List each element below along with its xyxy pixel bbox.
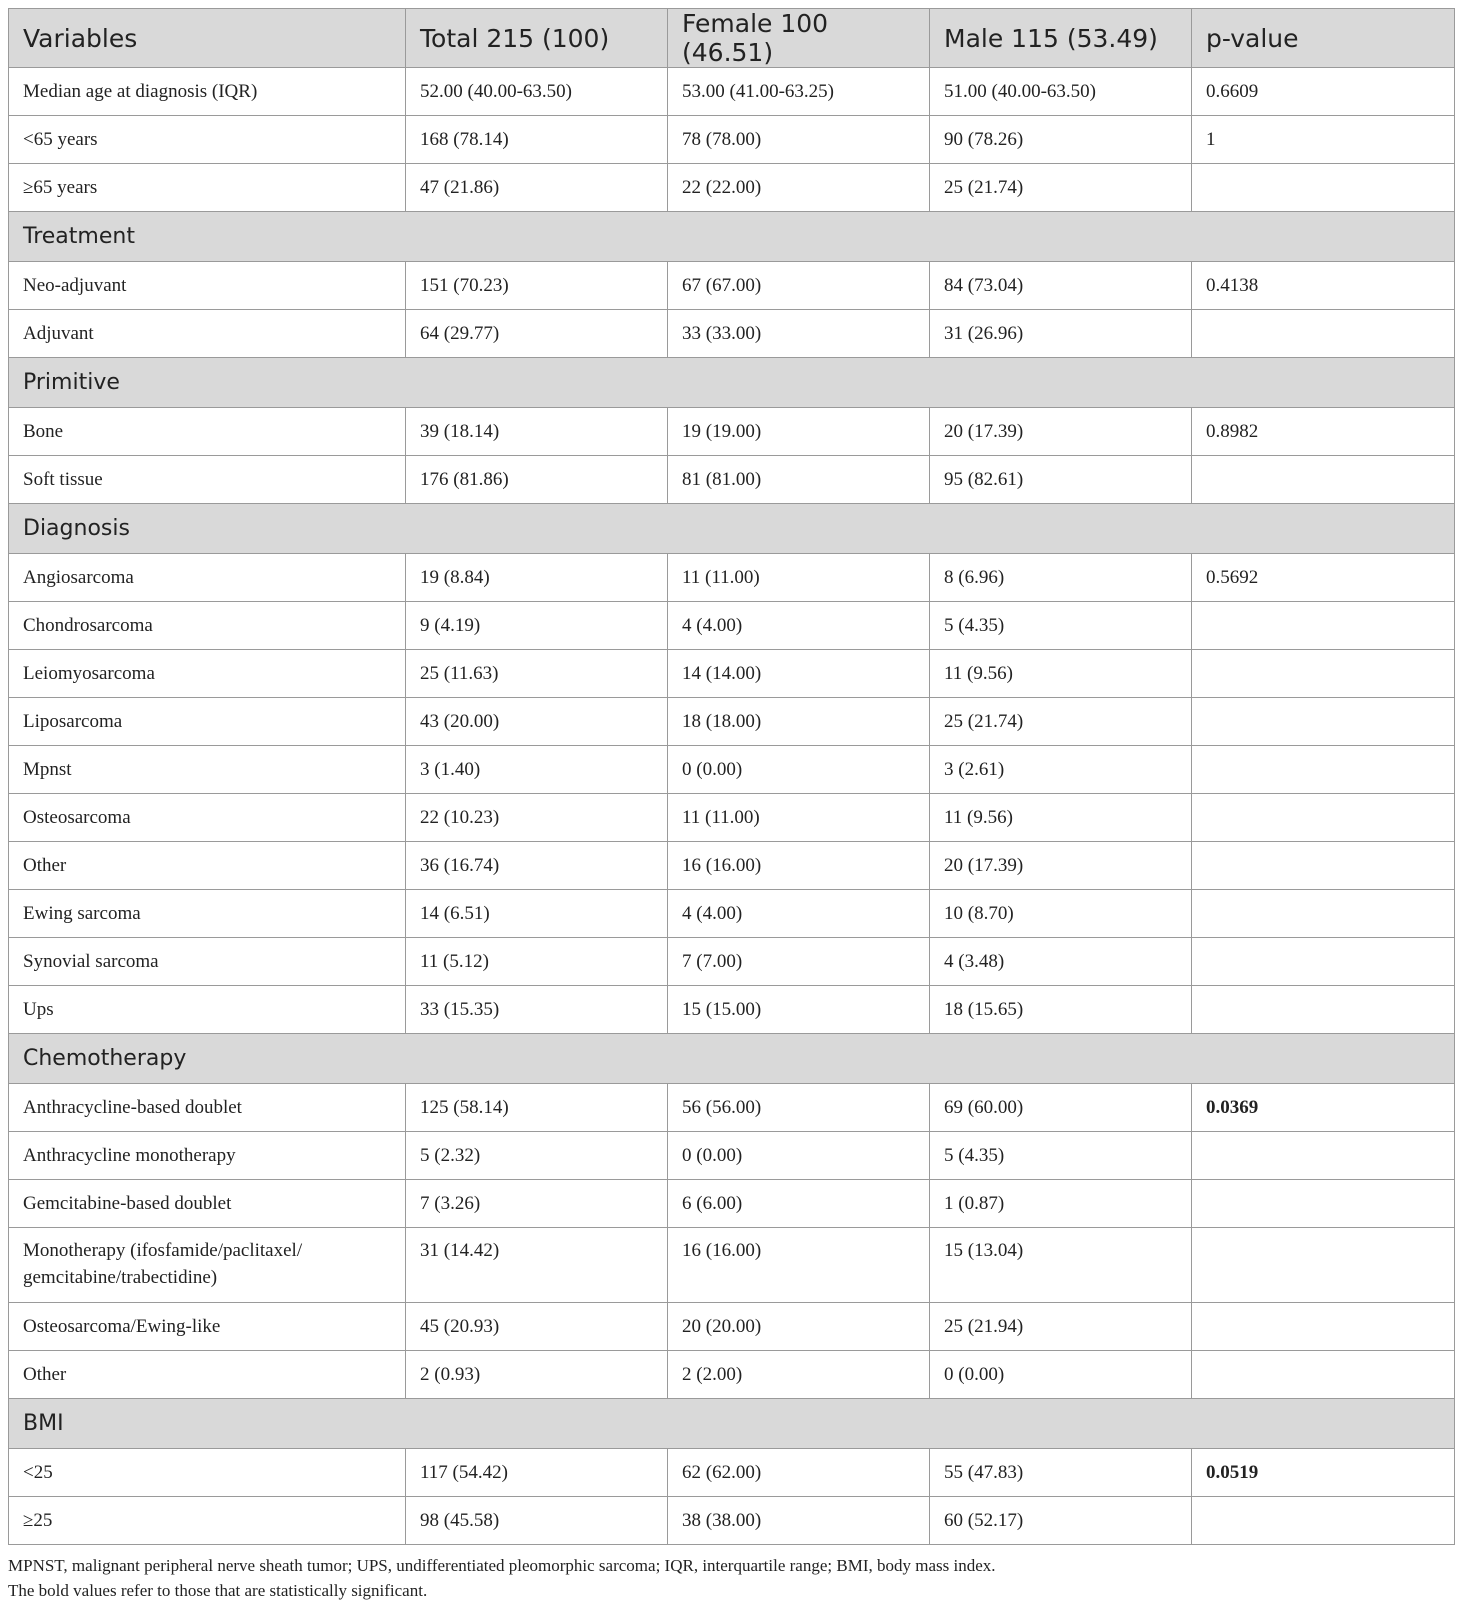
cell-female: 56 (56.00) — [668, 1084, 930, 1132]
section-label: Primitive — [9, 358, 1455, 408]
cell-male: 25 (21.94) — [930, 1303, 1192, 1351]
cell-variable: Synovial sarcoma — [9, 938, 406, 986]
table-row — [9, 1351, 1455, 1399]
cell-female: 16 (16.00) — [668, 1228, 930, 1303]
cell-p-value — [1192, 986, 1455, 1034]
cell-male: 95 (82.61) — [930, 456, 1192, 504]
section-row — [9, 212, 1455, 262]
cell-variable: Anthracycline-based doublet — [9, 1084, 406, 1132]
cell-total: 39 (18.14) — [406, 408, 668, 456]
cell-male: 10 (8.70) — [930, 890, 1192, 938]
cell-female: 19 (19.00) — [668, 408, 930, 456]
cell-p-value: 0.8982 — [1192, 408, 1455, 456]
cell-total: 52.00 (40.00-63.50) — [406, 68, 668, 116]
table-row — [9, 310, 1455, 358]
cell-variable: ≥65 years — [9, 164, 406, 212]
cell-male: 0 (0.00) — [930, 1351, 1192, 1399]
cell-male: 5 (4.35) — [930, 602, 1192, 650]
cell-female: 53.00 (41.00-63.25) — [668, 68, 930, 116]
cell-total: 14 (6.51) — [406, 890, 668, 938]
cell-male: 5 (4.35) — [930, 1132, 1192, 1180]
cell-total: 11 (5.12) — [406, 938, 668, 986]
cell-p-value: 0.5692 — [1192, 554, 1455, 602]
cell-variable: <65 years — [9, 116, 406, 164]
cell-p-value: 0.0519 — [1192, 1449, 1455, 1497]
cell-p-value — [1192, 698, 1455, 746]
cell-variable: Soft tissue — [9, 456, 406, 504]
table-row — [9, 456, 1455, 504]
cell-female: 33 (33.00) — [668, 310, 930, 358]
cell-female: 14 (14.00) — [668, 650, 930, 698]
cell-female: 78 (78.00) — [668, 116, 930, 164]
table-row — [9, 554, 1455, 602]
cell-total: 45 (20.93) — [406, 1303, 668, 1351]
cell-total: 2 (0.93) — [406, 1351, 668, 1399]
cell-variable: Liposarcoma — [9, 698, 406, 746]
cell-variable: <25 — [9, 1449, 406, 1497]
header-row — [9, 9, 1455, 68]
cell-male: 69 (60.00) — [930, 1084, 1192, 1132]
cell-male: 90 (78.26) — [930, 116, 1192, 164]
cell-total: 25 (11.63) — [406, 650, 668, 698]
table-row — [9, 1180, 1455, 1228]
cell-variable: Other — [9, 842, 406, 890]
table-row — [9, 650, 1455, 698]
cell-male: 3 (2.61) — [930, 746, 1192, 794]
cell-variable: Chondrosarcoma — [9, 602, 406, 650]
cell-female: 4 (4.00) — [668, 890, 930, 938]
table-container — [8, 8, 1454, 1603]
cell-male: 51.00 (40.00-63.50) — [930, 68, 1192, 116]
table-row — [9, 408, 1455, 456]
cell-variable: Ups — [9, 986, 406, 1034]
cell-p-value: 0.0369 — [1192, 1084, 1455, 1132]
table-row — [9, 1132, 1455, 1180]
cell-p-value — [1192, 602, 1455, 650]
cell-p-value — [1192, 1180, 1455, 1228]
cell-female: 62 (62.00) — [668, 1449, 930, 1497]
cell-male: 4 (3.48) — [930, 938, 1192, 986]
table-row — [9, 164, 1455, 212]
cell-total: 5 (2.32) — [406, 1132, 668, 1180]
cell-male: 11 (9.56) — [930, 794, 1192, 842]
cell-total: 168 (78.14) — [406, 116, 668, 164]
table-row — [9, 116, 1455, 164]
cell-p-value — [1192, 1303, 1455, 1351]
cell-female: 11 (11.00) — [668, 554, 930, 602]
footnote-bold-note: The bold values refer to those that are statistically significant. — [8, 1581, 428, 1600]
table-row — [9, 794, 1455, 842]
section-label: Chemotherapy — [9, 1034, 1455, 1084]
table-row — [9, 1228, 1455, 1303]
cell-female: 16 (16.00) — [668, 842, 930, 890]
cell-male: 25 (21.74) — [930, 164, 1192, 212]
section-label: Treatment — [9, 212, 1455, 262]
cell-male: 20 (17.39) — [930, 842, 1192, 890]
cell-female: 67 (67.00) — [668, 262, 930, 310]
cell-p-value: 0.4138 — [1192, 262, 1455, 310]
cell-variable: ≥25 — [9, 1497, 406, 1545]
cell-male: 55 (47.83) — [930, 1449, 1192, 1497]
cell-p-value — [1192, 1132, 1455, 1180]
cell-male: 11 (9.56) — [930, 650, 1192, 698]
cell-p-value — [1192, 1497, 1455, 1545]
section-label: Diagnosis — [9, 504, 1455, 554]
cell-p-value — [1192, 746, 1455, 794]
table-row — [9, 1084, 1455, 1132]
cell-p-value — [1192, 310, 1455, 358]
table-row — [9, 938, 1455, 986]
cell-p-value — [1192, 1351, 1455, 1399]
cell-total: 31 (14.42) — [406, 1228, 668, 1303]
table-row — [9, 890, 1455, 938]
cell-variable: Median age at diagnosis (IQR) — [9, 68, 406, 116]
cell-total: 33 (15.35) — [406, 986, 668, 1034]
header-variables: Variables — [9, 9, 406, 68]
cell-male: 31 (26.96) — [930, 310, 1192, 358]
section-row — [9, 358, 1455, 408]
table-row — [9, 1497, 1455, 1545]
cell-total: 98 (45.58) — [406, 1497, 668, 1545]
section-row — [9, 504, 1455, 554]
table-row — [9, 1303, 1455, 1351]
cell-variable: Osteosarcoma — [9, 794, 406, 842]
cell-p-value — [1192, 890, 1455, 938]
cell-female: 18 (18.00) — [668, 698, 930, 746]
cell-female: 2 (2.00) — [668, 1351, 930, 1399]
table-row — [9, 746, 1455, 794]
cell-variable: Bone — [9, 408, 406, 456]
cell-variable: Angiosarcoma — [9, 554, 406, 602]
header-female: Female 100 (46.51) — [668, 9, 930, 68]
cell-variable: Leiomyosarcoma — [9, 650, 406, 698]
cell-total: 7 (3.26) — [406, 1180, 668, 1228]
header-total: Total 215 (100) — [406, 9, 668, 68]
cell-female: 22 (22.00) — [668, 164, 930, 212]
cell-male: 25 (21.74) — [930, 698, 1192, 746]
cell-total: 117 (54.42) — [406, 1449, 668, 1497]
cell-female: 0 (0.00) — [668, 1132, 930, 1180]
table-row — [9, 986, 1455, 1034]
cell-total: 3 (1.40) — [406, 746, 668, 794]
cell-female: 0 (0.00) — [668, 746, 930, 794]
table-row — [9, 602, 1455, 650]
cell-male: 20 (17.39) — [930, 408, 1192, 456]
cell-total: 43 (20.00) — [406, 698, 668, 746]
header-male: Male 115 (53.49) — [930, 9, 1192, 68]
section-label: BMI — [9, 1399, 1455, 1449]
cell-p-value — [1192, 164, 1455, 212]
cell-male: 15 (13.04) — [930, 1228, 1192, 1303]
table-row — [9, 698, 1455, 746]
table-row — [9, 68, 1455, 116]
section-row — [9, 1034, 1455, 1084]
cell-total: 47 (21.86) — [406, 164, 668, 212]
cell-p-value — [1192, 842, 1455, 890]
cell-total: 125 (58.14) — [406, 1084, 668, 1132]
data-table — [8, 8, 1455, 1545]
cell-p-value — [1192, 1228, 1455, 1303]
cell-variable: Osteosarcoma/Ewing-like — [9, 1303, 406, 1351]
cell-variable: Gemcitabine-based doublet — [9, 1180, 406, 1228]
cell-variable: Ewing sarcoma — [9, 890, 406, 938]
cell-p-value — [1192, 794, 1455, 842]
footnote-abbreviations: MPNST, malignant peripheral nerve sheath tumor; UPS, undifferentiated pleomorphic sarcoma; IQR, interquartile range; BMI, body mass index. — [8, 1556, 996, 1575]
cell-female: 38 (38.00) — [668, 1497, 930, 1545]
cell-female: 11 (11.00) — [668, 794, 930, 842]
cell-p-value: 1 — [1192, 116, 1455, 164]
cell-female: 6 (6.00) — [668, 1180, 930, 1228]
cell-variable: Adjuvant — [9, 310, 406, 358]
cell-total: 9 (4.19) — [406, 602, 668, 650]
cell-total: 64 (29.77) — [406, 310, 668, 358]
cell-female: 15 (15.00) — [668, 986, 930, 1034]
table-body — [9, 68, 1455, 1545]
table-row — [9, 1449, 1455, 1497]
cell-variable: Anthracycline monotherapy — [9, 1132, 406, 1180]
cell-male: 8 (6.96) — [930, 554, 1192, 602]
cell-female: 7 (7.00) — [668, 938, 930, 986]
cell-total: 176 (81.86) — [406, 456, 668, 504]
cell-variable: Mpnst — [9, 746, 406, 794]
cell-variable: Monotherapy (ifosfamide/paclitaxel/ gemcitabine/trabectidine) — [9, 1228, 406, 1303]
cell-total: 22 (10.23) — [406, 794, 668, 842]
table-row — [9, 842, 1455, 890]
cell-female: 81 (81.00) — [668, 456, 930, 504]
section-row — [9, 1399, 1455, 1449]
cell-total: 36 (16.74) — [406, 842, 668, 890]
cell-female: 20 (20.00) — [668, 1303, 930, 1351]
cell-total: 19 (8.84) — [406, 554, 668, 602]
cell-variable: Other — [9, 1351, 406, 1399]
cell-p-value — [1192, 938, 1455, 986]
cell-p-value — [1192, 456, 1455, 504]
cell-male: 18 (15.65) — [930, 986, 1192, 1034]
cell-variable: Neo-adjuvant — [9, 262, 406, 310]
table-row — [9, 262, 1455, 310]
cell-male: 84 (73.04) — [930, 262, 1192, 310]
footnotes — [8, 1553, 1454, 1603]
header-p-value: p-value — [1192, 9, 1455, 68]
cell-p-value — [1192, 650, 1455, 698]
cell-total: 151 (70.23) — [406, 262, 668, 310]
cell-female: 4 (4.00) — [668, 602, 930, 650]
cell-p-value: 0.6609 — [1192, 68, 1455, 116]
cell-male: 60 (52.17) — [930, 1497, 1192, 1545]
cell-male: 1 (0.87) — [930, 1180, 1192, 1228]
